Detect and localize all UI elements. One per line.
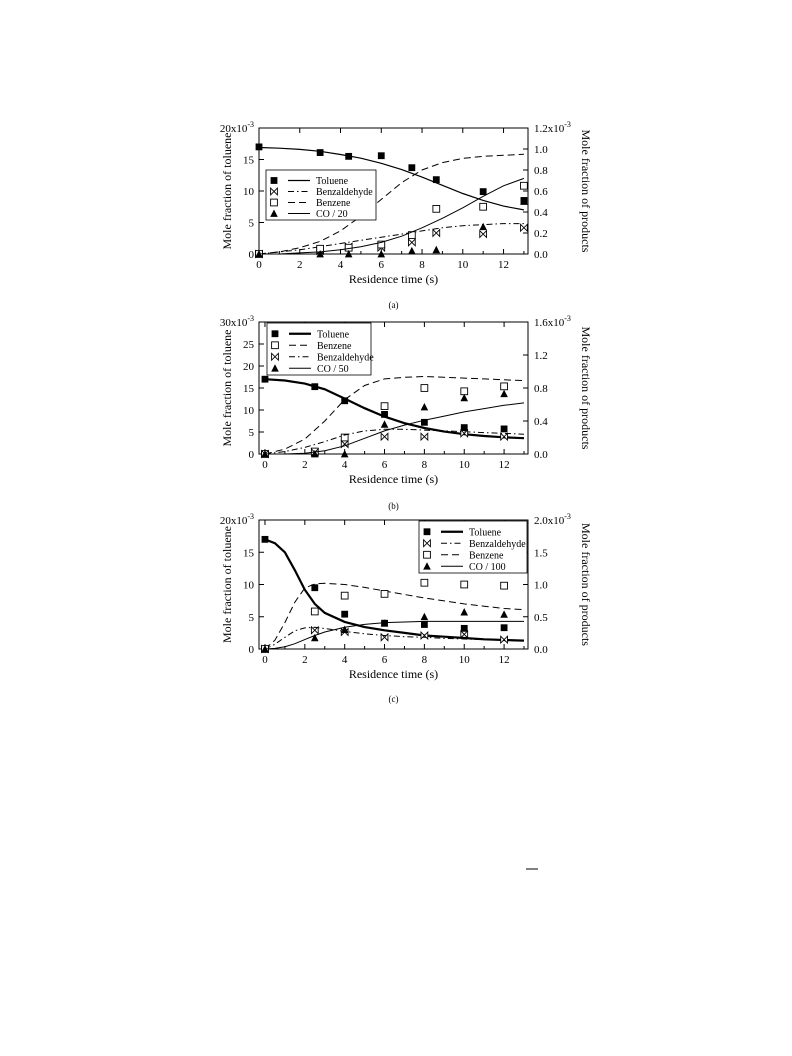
y2-tick-label: 1.0 <box>534 579 548 592</box>
data-point-toluene <box>461 424 468 431</box>
data-point-benzaldehyde <box>501 636 508 643</box>
data-point-benzaldehyde <box>381 634 388 641</box>
y-tick-label: 10 <box>243 405 254 417</box>
data-point-toluene <box>433 176 440 183</box>
data-point-benzene <box>461 388 468 395</box>
x-tick-label: 4 <box>337 259 344 271</box>
y2-tick-label: 1.5 <box>534 547 548 560</box>
data-point-toluene <box>501 624 508 631</box>
data-point-toluene <box>311 383 318 390</box>
data-point-benzaldehyde <box>501 433 508 440</box>
data-point-toluene <box>262 376 269 383</box>
legend-label: CO / 50 <box>317 363 349 375</box>
legend-label: Toluene <box>316 176 349 187</box>
y2-tick-label: 0.5 <box>534 611 548 624</box>
data-point-toluene <box>421 621 428 628</box>
x-axis-label: Residence time (s) <box>348 667 439 681</box>
legend-label: CO / 100 <box>469 561 506 573</box>
data-point-co-50 <box>421 403 429 410</box>
series-line-co-100 <box>265 621 524 649</box>
x-tick-label: 10 <box>457 259 469 271</box>
data-point-toluene <box>381 411 388 418</box>
x-tick-label: 10 <box>458 654 470 666</box>
data-point-toluene <box>256 144 263 151</box>
y-tick-label: $20x10^{-3}$ <box>219 120 254 135</box>
legend-label: Benzene <box>316 198 351 209</box>
legend-label: Benzaldehyde <box>316 187 373 198</box>
data-point-benzaldehyde <box>433 230 440 237</box>
y2-axis-label: Mole fraction of products <box>579 523 593 646</box>
y2-axis-label: Mole fraction of products <box>579 129 593 253</box>
data-point-benzene <box>381 590 388 597</box>
y-tick-label: 10 <box>243 579 254 592</box>
y-tick-label: 20 <box>243 361 254 373</box>
x-tick-label: 8 <box>419 259 425 271</box>
y2-tick-label: 0.8 <box>534 383 548 395</box>
x-tick-label: 6 <box>378 259 385 271</box>
y2-tick-label: 1.0 <box>534 144 548 156</box>
x-axis-label: Residence time (s) <box>348 472 439 486</box>
x-tick-label: 4 <box>341 654 348 666</box>
y2-tick-label: $2.0x10^{-3}$ <box>534 512 571 527</box>
x-tick-label: 2 <box>302 654 308 666</box>
y2-tick-label: 0.0 <box>534 449 548 461</box>
data-point-benzaldehyde <box>421 632 428 639</box>
y-tick-label: $30x10^{-3}$ <box>219 314 254 329</box>
data-point-toluene <box>341 611 348 618</box>
data-point-toluene <box>345 153 352 160</box>
data-point-toluene <box>461 625 468 632</box>
data-point-benzene <box>480 203 487 210</box>
x-tick-label: 12 <box>498 654 510 666</box>
data-point-co-50 <box>381 420 389 427</box>
data-point-benzaldehyde <box>521 224 528 231</box>
data-point-benzene <box>501 582 508 589</box>
x-axis-label: Residence time (s) <box>348 272 439 286</box>
x-tick-label: 0 <box>256 259 262 271</box>
y2-tick-label: 0.4 <box>534 416 548 428</box>
series-line-benzene <box>265 377 524 455</box>
legend-marker <box>272 342 279 349</box>
panel-caption: (c) <box>388 694 399 704</box>
y-tick-label: 15 <box>243 383 254 395</box>
y2-tick-label: 0.4 <box>534 207 548 219</box>
legend-label: Toluene <box>317 329 350 341</box>
x-tick-label: 8 <box>421 654 428 666</box>
chart-panel-0 <box>220 120 593 310</box>
data-point-toluene <box>501 426 508 433</box>
y-tick-label: 15 <box>243 547 254 560</box>
legend-label: Benzaldehyde <box>469 538 526 550</box>
series-line-benzaldehyde <box>265 429 524 454</box>
x-tick-label: 8 <box>421 459 428 471</box>
y-axis-label: Mole fraction of toluene <box>220 132 234 250</box>
data-point-benzaldehyde <box>408 239 415 246</box>
y-axis-label: Mole fraction of toluene <box>220 526 234 643</box>
series-line-co-50 <box>265 403 524 454</box>
x-tick-label: 2 <box>302 459 308 471</box>
x-tick-label: 10 <box>458 459 470 471</box>
data-point-co-100 <box>500 610 508 617</box>
y-tick-label: 0 <box>248 249 254 261</box>
x-tick-label: 6 <box>381 654 388 666</box>
chart-panel-2 <box>220 512 593 704</box>
data-point-toluene <box>408 164 415 171</box>
legend-label: CO / 20 <box>316 209 348 220</box>
y2-axis-label: Mole fraction of products <box>579 326 593 450</box>
data-point-benzaldehyde <box>480 231 487 238</box>
panel-caption: (b) <box>388 501 399 511</box>
y2-tick-label: 0.0 <box>534 249 548 261</box>
y-tick-label: 0 <box>248 449 254 461</box>
legend-marker <box>424 551 431 558</box>
y-tick-label: 0 <box>248 644 254 656</box>
y2-tick-label: $1.2x10^{-3}$ <box>534 120 571 135</box>
y-tick-label: 5 <box>248 217 254 230</box>
data-point-benzene <box>433 205 440 212</box>
legend-label: Benzene <box>469 550 504 562</box>
chart-panel-1 <box>220 314 593 511</box>
data-point-co-20 <box>432 246 440 253</box>
panel-caption: (a) <box>388 300 399 310</box>
legend-label: Benzene <box>317 340 352 352</box>
data-point-co-20 <box>408 247 416 254</box>
legend-marker <box>424 528 431 535</box>
y-tick-label: $20x10^{-3}$ <box>219 512 254 527</box>
y-tick-label: 5 <box>248 427 254 439</box>
y-tick-label: 10 <box>243 186 254 198</box>
data-point-benzene <box>341 592 348 599</box>
data-point-benzene <box>521 182 528 189</box>
y-tick-label: 25 <box>243 339 254 351</box>
data-point-benzene <box>461 581 468 588</box>
y-tick-label: 5 <box>248 611 254 624</box>
data-point-benzene <box>421 579 428 586</box>
data-point-benzaldehyde <box>381 433 388 440</box>
data-point-toluene <box>262 536 269 543</box>
data-point-toluene <box>480 188 487 195</box>
data-point-benzene <box>381 403 388 410</box>
legend-marker <box>271 177 278 184</box>
y-tick-label: 15 <box>243 154 254 167</box>
y-axis-label: Mole fraction of toluene <box>220 329 234 447</box>
data-point-benzaldehyde <box>461 631 468 638</box>
y2-tick-label: 0.2 <box>534 228 548 240</box>
x-tick-label: 12 <box>498 459 510 471</box>
data-point-benzaldehyde <box>421 433 428 440</box>
data-point-benzene <box>311 608 318 615</box>
legend-marker <box>271 199 278 206</box>
y2-tick-label: 0.8 <box>534 165 548 177</box>
x-tick-label: 2 <box>297 259 303 271</box>
x-tick-label: 0 <box>262 654 268 666</box>
data-point-benzene <box>501 383 508 390</box>
data-point-co-100 <box>460 608 468 615</box>
legend-label: Toluene <box>469 527 502 539</box>
data-point-co-100 <box>421 613 429 620</box>
y2-tick-label: 0.6 <box>534 186 548 198</box>
y2-tick-label: 0.0 <box>534 644 548 656</box>
x-tick-label: 0 <box>262 459 268 471</box>
x-tick-label: 4 <box>341 459 348 471</box>
data-point-benzene <box>421 385 428 392</box>
data-point-co-50 <box>500 390 508 397</box>
y2-tick-label: 1.2 <box>534 350 548 362</box>
data-point-benzaldehyde <box>311 627 318 634</box>
legend-marker <box>272 330 279 337</box>
data-point-toluene <box>378 152 385 159</box>
y2-tick-label: $1.6x10^{-3}$ <box>534 314 571 329</box>
data-point-co-20 <box>479 223 487 230</box>
x-tick-label: 12 <box>498 259 510 271</box>
legend-label: Benzaldehyde <box>317 352 374 364</box>
data-point-toluene <box>317 149 324 156</box>
x-tick-label: 6 <box>381 459 388 471</box>
